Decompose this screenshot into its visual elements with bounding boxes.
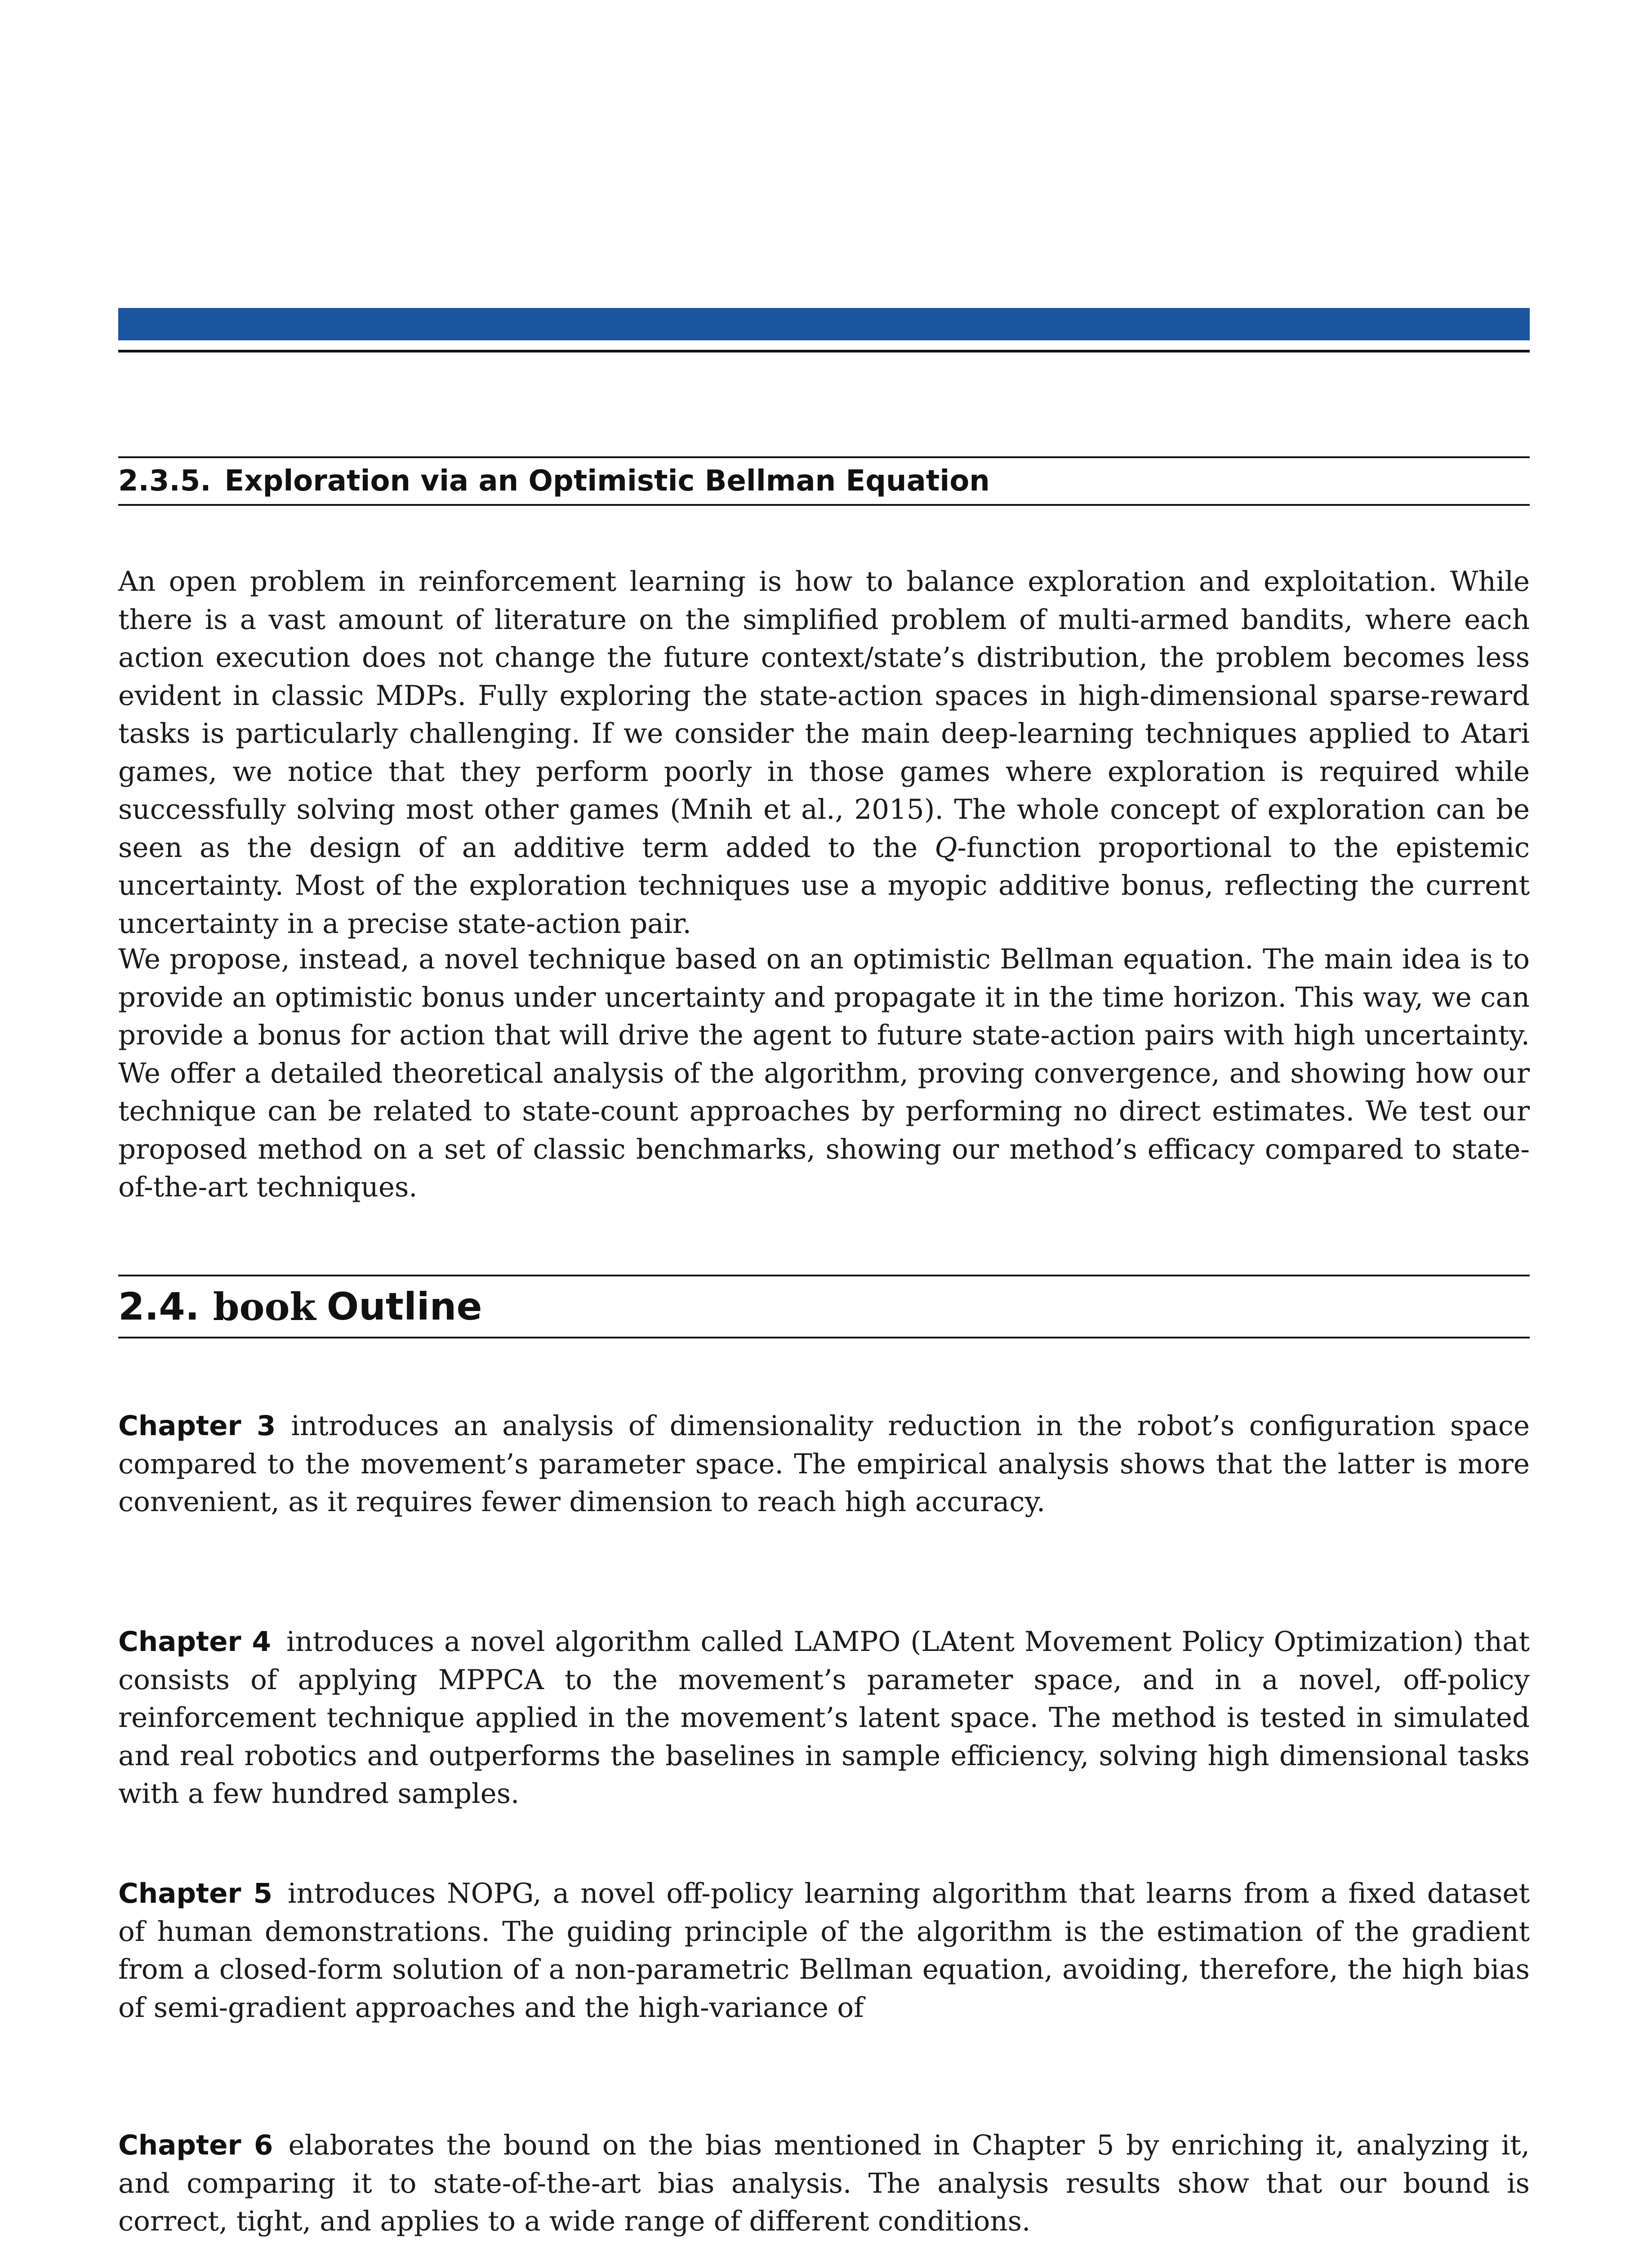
subsection-number: 2.3.5. [118, 464, 211, 498]
chapter-label: Chapter 5 [118, 1878, 273, 1909]
subsection-heading [118, 456, 1530, 506]
chapter-description: introduces an analysis of dimensionality reduction in the robot’s configuration space compared to the movement’s parameter space. The empirical analysis shows that the latter is more convenient, as it requires fewer dimension to reach high accuracy. [118, 1410, 1530, 1518]
section-number: 2.4. [118, 1285, 200, 1329]
header-band [118, 308, 1530, 340]
chapter-label: Chapter 4 [118, 1626, 271, 1658]
subsection-title: Exploration via an Optimistic Bellman Equation [224, 464, 990, 498]
paragraph-text: -function proportional to the epistemic uncertainty. Most of the exploration techniques use a myopic additive bonus, reflecting the current uncertainty in a precise state-action pair. [118, 831, 1530, 940]
section-title-serif: book [213, 1284, 316, 1329]
chapter-entry [118, 1623, 1530, 1813]
paragraph-exploration [118, 563, 1530, 943]
chapter-description: introduces a novel algorithm called LAMPO (LAtent Movement Policy Optimization) that consists of applying MPPCA to the movement’s parameter space, and in a novel, off-policy reinforcement technique applied in the movement’s latent space. The method is tested in simulated and real robotics and outperforms the baselines in sample efficiency, solving high dimensional tasks with a few hundred samples. [118, 1626, 1530, 1810]
q-symbol: Q [935, 831, 957, 864]
chapter-description: introduces NOPG, a novel off-policy learning algorithm that learns from a fixed dataset of human demonstrations. The guiding principle of the algorithm is the estimation of the gradient from a closed-form solution of a non-parametric Bellman equation, avoiding, therefore, the high bias of semi-gradient approaches and the high-variance of [118, 1878, 1530, 2024]
section-title: Outline [326, 1285, 482, 1329]
header-rule [118, 350, 1530, 352]
section-heading [118, 1275, 1530, 1338]
chapter-entry [118, 2127, 1530, 2241]
chapter-label: Chapter 3 [118, 1410, 276, 1442]
chapter-entry [118, 1407, 1530, 1521]
chapter-description: elaborates the bound on the bias mentioned in Chapter 5 by enriching it, analyzing it, and comparing it to state-of-the-art bias analysis. The analysis results show that our bound is correct, tight, and applies to a wide range of different conditions. [118, 2129, 1530, 2237]
paragraph-proposal: We propose, instead, a novel technique based on an optimistic Bellman equation. The main idea is to provide an optimistic bonus under uncertainty and propagate it in the time horizon. This way, we can provide a bonus for action that will drive the agent to future state-action pairs with high uncertainty. We offer a detailed theoretical analysis of the algorithm, proving convergence, and showing how our technique can be related to state-count approaches by performing no direct estimates. We test our proposed method on a set of classic benchmarks, showing our method’s efficacy compared to state-of-the-art techniques. [118, 943, 1530, 1203]
paragraph-text: An open problem in reinforcement learning is how to balance exploration and exploitation. While there is a vast amount of literature on the simplified problem of multi-armed bandits, where each action execution does not change the future context/state’s distribution, the problem becomes less evident in classic MDPs. Fully exploring the state-action spaces in high-dimensional sparse-reward tasks is particularly challenging. If we consider the main deep-learning techniques applied to Atari games, we notice that they perform poorly in those games where exploration is required while successfully solving most other games (Mnih et al., 2015). The whole concept of exploration can be seen as the design of an additive term added to the [118, 566, 1530, 864]
chapter-entry [118, 1875, 1530, 2027]
chapter-label: Chapter 6 [118, 2129, 273, 2161]
